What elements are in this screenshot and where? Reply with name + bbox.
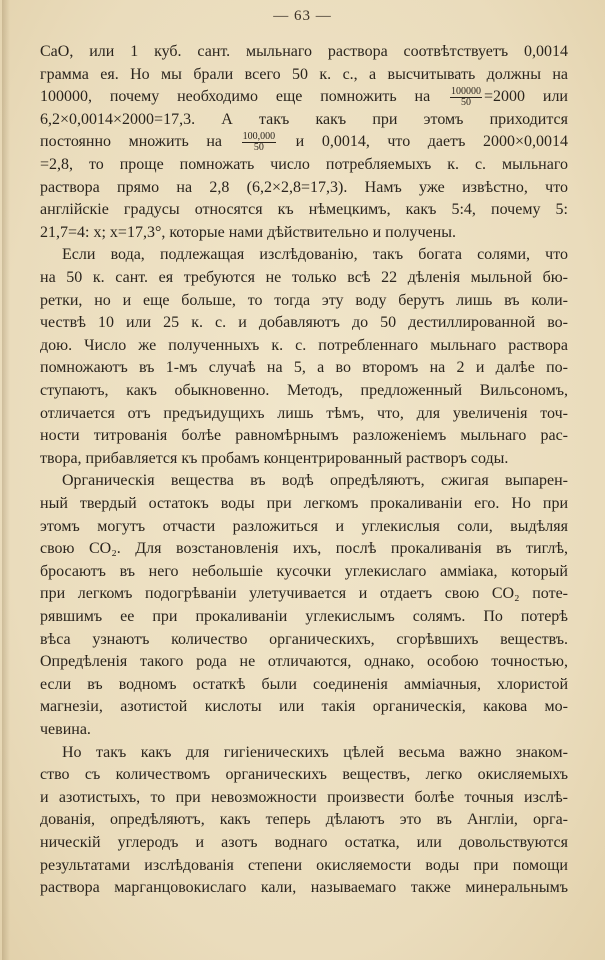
text-segment: если въ водномъ остаткѣ были соединенія амміачныя, хлористой: [40, 675, 568, 693]
text-line: [40, 494, 568, 514]
fraction-denominator: 50: [253, 142, 264, 153]
text-line: [40, 313, 568, 333]
text-line: [40, 584, 568, 604]
text-line: [40, 200, 568, 220]
fraction-denominator: 50: [461, 97, 472, 108]
text-segment: 21,7=4: x; x=17,3°, которые нами дѣйствительно и получены.: [40, 223, 456, 241]
text-segment: этомъ могутъ отчасти разложиться и углекислыя соли, выдѣляя: [40, 517, 568, 535]
fraction-numerator: 100,000: [242, 132, 276, 143]
text-line: [40, 539, 568, 559]
text-line: [40, 856, 568, 876]
text-segment: Если вода, подлежащая изслѣдованію, такъ богата солями, что: [62, 246, 568, 264]
text-segment: постоянно множить на: [40, 133, 240, 151]
text-line: [40, 697, 568, 717]
text-line: [40, 675, 568, 695]
text-segment: при легкомъ подогрѣваніи улетучивается и отдаетъ свою CO₂ поте-: [40, 585, 568, 603]
text-line: [40, 449, 568, 469]
text-segment: англійскіе градусы относятся къ нѣмецкимъ, какъ 5:4, почему 5:: [40, 201, 568, 219]
text-segment: дованія, опредѣляютъ, какъ теперь дѣлаютъ это въ Англіи, орга-: [40, 811, 568, 829]
text-segment: ступаютъ, какъ обыкновенно. Методъ, предложенный Вильсономъ,: [40, 382, 568, 399]
text-line: [40, 358, 568, 378]
text-segment: твора, прибавляется къ пробамъ концентрированный растворъ соды.: [40, 449, 509, 467]
text-segment: Опредѣленія такого рода не отличаются, однако, особою точностью,: [40, 653, 568, 671]
text-line: [40, 381, 568, 401]
text-segment: ный твердый остатокъ воды при легкомъ прокаливаніи его. Но при: [40, 495, 568, 512]
text-segment: рявшимъ ее при прокаливаніи углекислымъ солямъ. По потерѣ: [40, 608, 568, 625]
text-line: [40, 155, 568, 175]
text-line: [40, 810, 568, 830]
fraction: [242, 132, 277, 152]
text-line: [40, 630, 568, 650]
text-line: [40, 132, 568, 152]
text-line: [62, 245, 568, 265]
text-line: [62, 743, 568, 763]
text-segment: чествѣ 10 или 25 к. с. и добавляютъ до 50 дестиллированной во-: [40, 314, 568, 332]
text-segment: магнезіи, азотистой кислоты или такія органическія, какова мо-: [40, 698, 568, 716]
text-line: [40, 426, 568, 446]
text-segment: 6,2×0,0014×2000=17,3. А такъ какъ при этомъ приходится: [40, 110, 568, 128]
text-line: [40, 178, 568, 198]
text-segment: CaO, или 1 куб. сант. мыльнаго раствора соотвѣтствуетъ 0,0014: [40, 43, 568, 60]
text-segment: ство съ количествомъ органическихъ веществъ, легко окисляемыхъ: [40, 766, 568, 784]
fraction: [450, 87, 482, 107]
text-segment: чевина.: [40, 721, 91, 738]
text-line: [40, 765, 568, 785]
text-segment: Органическія вещества въ водѣ опредѣляютъ, сжигая выпарен-: [62, 472, 568, 490]
text-line: [40, 652, 568, 672]
text-segment: дою. Число же полученныхъ к. с. потребленнаго мыльнаго раствора: [40, 336, 568, 354]
text-segment: раствора прямо на 2,8 (6,2×2,8=17,3). Намъ уже извѣстно, что: [40, 178, 568, 196]
text-line: [40, 833, 568, 853]
text-segment: и азотистыхъ, то при невозможности произвести болѣе точныя изслѣ-: [40, 788, 568, 806]
text-line: [40, 336, 568, 356]
text-segment: ности титрованія болѣе равномѣрнымъ разложеніемъ мыльнаго рас-: [40, 427, 568, 445]
text-line: [40, 404, 568, 424]
text-line: [40, 720, 568, 740]
text-segment: и 0,0014, что даетъ 2000×0,0014: [278, 133, 568, 151]
text-segment: на 50 к. сант. ея требуются не только всѣ 22 дѣленія мыльной бю-: [40, 269, 568, 286]
text-line: [40, 65, 568, 85]
text-line: [40, 788, 568, 808]
text-segment: помножаютъ въ 1-мъ случаѣ на 5, а во второмъ на 2 и далѣе по-: [40, 359, 568, 377]
text-line: [40, 878, 568, 898]
text-line: [40, 223, 568, 243]
text-segment: результатами изслѣдованія степени окисляемости воды при помощи: [40, 856, 568, 874]
text-segment: бросаютъ въ него небольшіе кусочки углекислаго аммiака, который: [40, 562, 568, 580]
text-line: [40, 87, 568, 107]
page-number: — 63 —: [273, 8, 332, 24]
text-segment: =2,8, то проще помножать число потребляемыхъ к. с. мыльнаго: [40, 156, 568, 173]
text-segment: отличается отъ предъидущихъ лишь тѣмъ, что, для увеличенія точ-: [40, 404, 568, 422]
text-line: [40, 268, 568, 288]
text-line: [40, 291, 568, 311]
text-line: [40, 517, 568, 537]
text-segment: ническій углеродъ и азотъ воднаго остатка, или довольствуются: [40, 834, 568, 851]
text-line: [40, 42, 568, 62]
text-segment: вѣса узнаютъ количество органическихъ, сгорѣвшихъ веществъ.: [40, 630, 568, 648]
text-segment: ретки, но и еще больше, то тогда эту воду берутъ лишь въ коли-: [40, 291, 568, 309]
text-segment: свою CO₂. Для возстановленія ихъ, послѣ прокаливанія въ тиглѣ,: [40, 540, 568, 558]
text-line: [40, 110, 568, 130]
text-line: [40, 607, 568, 627]
text-segment: Но такъ какъ для гигіеническихъ цѣлей весьма важно знаком-: [62, 743, 568, 761]
fraction-numerator: 100000: [451, 87, 482, 98]
text-segment: раствора марганцовокислаго кали, называемаго также минеральнымъ: [40, 879, 568, 897]
text-line: [62, 471, 568, 491]
text-segment: =2000 или: [484, 88, 568, 106]
text-segment: грамма ея. Но мы брали всего 50 к. с., а высчитывать должны на: [40, 65, 568, 83]
text-line: [40, 562, 568, 582]
text-segment: 100000, почему необходимо еще помножить на: [40, 88, 449, 106]
page-fold-shadow: [2, 0, 10, 960]
